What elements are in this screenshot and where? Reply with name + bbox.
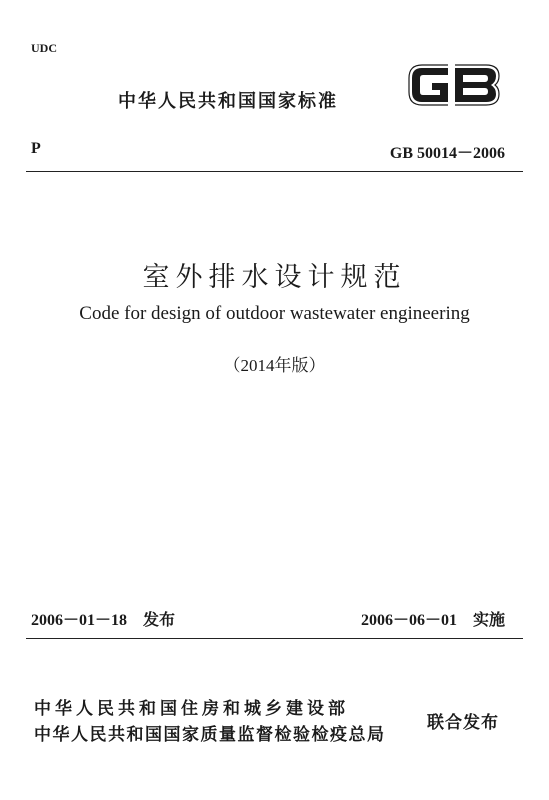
gb-logo [408, 62, 500, 108]
issuer-aqsiq: 中华人民共和国国家质量监督检验检疫总局 [34, 725, 386, 745]
edition-label: （2014年版） [223, 356, 326, 375]
national-standard-heading: 中华人民共和国国家标准 [118, 91, 338, 112]
bottom-divider [26, 638, 523, 639]
title-chinese: 室外排水设计规范 [142, 262, 407, 293]
issuer-ministry-housing: 中华人民共和国住房和城乡建设部 [34, 699, 349, 719]
title-english: Code for design of outdoor wastewater engineering [79, 303, 470, 324]
udc-label: UDC [31, 41, 57, 55]
joint-issue-label: 联合发布 [427, 713, 499, 733]
issue-date: 2006－01－18 发布 [31, 612, 176, 629]
top-divider [26, 171, 523, 172]
classification-code: P [31, 140, 41, 157]
standard-number: GB 50014－2006 [389, 145, 505, 162]
implementation-date: 2006－06－01 实施 [360, 612, 505, 629]
